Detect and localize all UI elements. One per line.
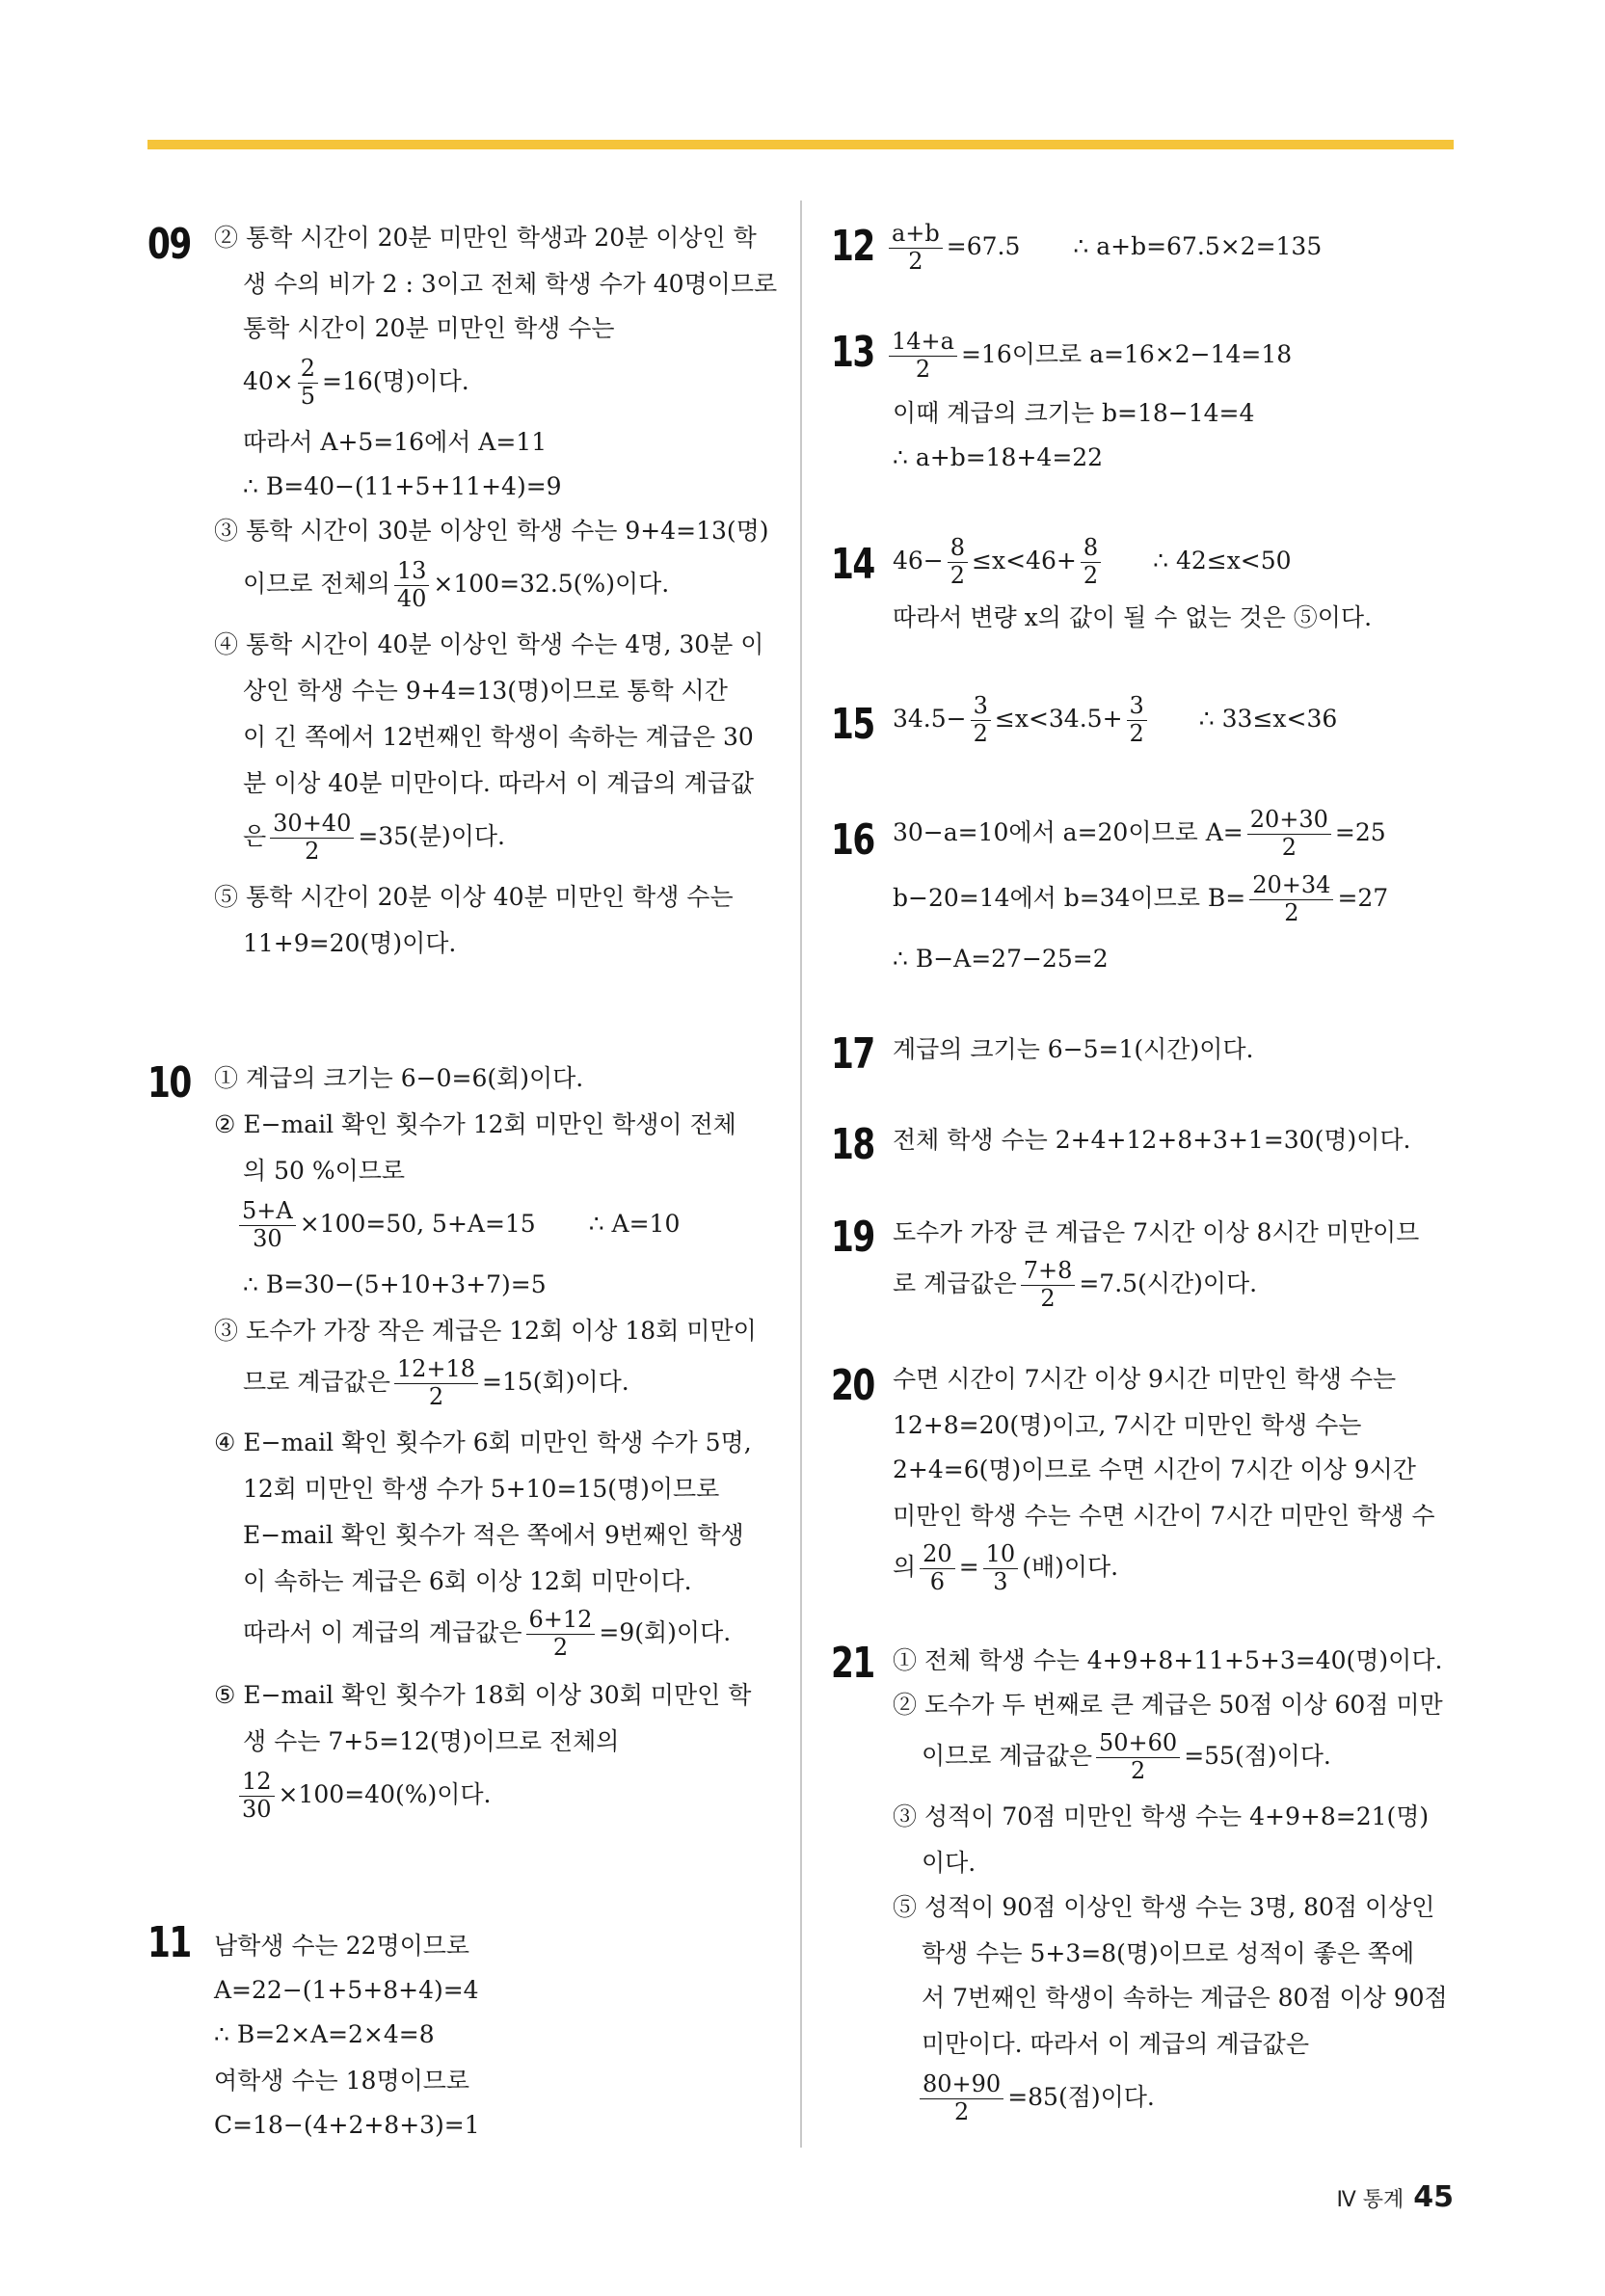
q20-text: (배)이다. <box>1022 1552 1119 1581</box>
q12-text: =67.5 <box>946 231 1021 260</box>
q10-text: 므로 계급값은 <box>243 1367 390 1396</box>
q20-line: 12+8=20(명)이고, 7시간 미만인 학생 수는 <box>893 1411 1362 1439</box>
q16-line: ∴ B−A=27−25=2 <box>893 945 1109 973</box>
q09-line: 생 수의 비가 2 : 3이고 전체 학생 수가 40명이므로 <box>243 270 778 298</box>
q12-text: ∴ a+b=67.5×2=135 <box>1073 231 1323 260</box>
q14-line: 따라서 변량 x의 값이 될 수 없는 것은 ⑤이다. <box>893 603 1373 631</box>
q09-line: ③ 통학 시간이 30분 이상인 학생 수는 9+4=13(명) <box>214 517 769 545</box>
denominator: 6 <box>929 1567 946 1595</box>
q21-line: ② 도수가 두 번째로 큰 계급은 50점 이상 60점 미만 <box>893 1691 1443 1719</box>
question-number-13: 13 <box>831 328 874 377</box>
q21-text: =55(점)이다. <box>1184 1741 1331 1770</box>
question-number-09: 09 <box>147 220 191 269</box>
q20-text: 의 <box>893 1552 917 1581</box>
q10-text: ×100=50, 5+A=15 <box>299 1209 536 1238</box>
q21-line: 서 7번째인 학생이 속하는 계급은 80점 이상 90점 <box>922 1984 1448 2012</box>
fraction <box>971 694 991 747</box>
numerator: 6+12 <box>526 1608 596 1635</box>
denominator: 2 <box>1284 898 1299 926</box>
column-divider <box>800 200 802 2148</box>
fraction <box>889 222 943 275</box>
question-number-10: 10 <box>147 1058 191 1108</box>
q21-text: 이므로 계급값은 <box>922 1741 1092 1770</box>
q20-line <box>893 1542 1118 1595</box>
fraction <box>394 1357 478 1410</box>
question-number-14: 14 <box>831 540 874 589</box>
q10-fraction-line <box>235 1199 680 1252</box>
q20-line: 미만인 학생 수는 수면 시간이 7시간 미만인 학생 수 <box>893 1502 1435 1530</box>
fraction <box>1096 1731 1180 1784</box>
q20-line: 수면 시간이 7시간 이상 9시간 미만인 학생 수는 <box>893 1365 1397 1393</box>
q21-line: ① 전체 학생 수는 4+9+8+11+5+3=40(명)이다. <box>893 1646 1443 1674</box>
numerator: 14+a <box>889 330 957 357</box>
q10-text: ∴ A=10 <box>588 1209 681 1238</box>
q11-line: 여학생 수는 18명이므로 <box>214 2067 470 2095</box>
q10-line: 12회 미만인 학생 수가 5+10=15(명)이므로 <box>243 1475 720 1503</box>
q09-text: =35(분)이다. <box>358 821 506 850</box>
q11-line: C=18−(4+2+8+3)=1 <box>214 2111 480 2139</box>
q10-line: 의 50 %이므로 <box>243 1157 406 1185</box>
q10-text: ×100=40(%)이다. <box>278 1779 492 1808</box>
q16-line <box>893 808 1386 861</box>
q10-line: ③ 도수가 가장 작은 계급은 12회 이상 18회 미만이 <box>214 1317 757 1345</box>
q19-line: 도수가 가장 큰 계급은 7시간 이상 8시간 미만이므 <box>893 1218 1420 1246</box>
denominator: 2 <box>552 1633 569 1661</box>
q16-line <box>893 873 1388 926</box>
q11-line: 남학생 수는 22명이므로 <box>214 1932 470 1960</box>
q13-line <box>885 330 1292 383</box>
q14-line <box>893 536 1292 589</box>
question-number-21: 21 <box>831 1639 874 1688</box>
q16-text: b−20=14에서 b=34이므로 B= <box>893 883 1246 912</box>
fraction <box>889 330 957 383</box>
fraction <box>920 1542 955 1595</box>
numerator: 10 <box>983 1542 1019 1569</box>
q19-line <box>893 1259 1257 1312</box>
q10-line: ⑤ E−mail 확인 횟수가 18회 이상 30회 미만인 학 <box>214 1681 752 1709</box>
q10-line: ① 계급의 크기는 6−0=6(회)이다. <box>214 1064 584 1092</box>
fraction <box>394 559 430 612</box>
fraction <box>239 1770 275 1823</box>
fraction <box>983 1542 1019 1595</box>
q12-line <box>885 222 1322 275</box>
fraction <box>948 536 968 589</box>
q10-line: 이 속하는 계급은 6회 이상 12회 미만이다. <box>243 1567 692 1595</box>
numerator: 30+40 <box>270 812 354 839</box>
fraction <box>239 1199 296 1252</box>
numerator: 20+30 <box>1247 808 1331 835</box>
q10-fraction-line <box>235 1770 491 1823</box>
q15-text: ∴ 33≤x<36 <box>1198 704 1338 733</box>
q19-text: 로 계급값은 <box>893 1268 1017 1297</box>
numerator: 50+60 <box>1096 1731 1180 1758</box>
question-number-11: 11 <box>147 1918 191 1967</box>
q21-line: 이다. <box>922 1849 976 1877</box>
numerator: 20 <box>920 1542 955 1569</box>
numerator: 80+90 <box>920 2072 1003 2099</box>
q13-text: =16이므로 a=16×2−14=18 <box>960 339 1293 368</box>
q09-line: 상인 학생 수는 9+4=13(명)이므로 통학 시간 <box>243 677 728 705</box>
q10-line: ④ E−mail 확인 횟수가 6회 미만인 학생 수가 5명, <box>214 1428 752 1456</box>
denominator: 2 <box>1281 833 1297 861</box>
question-number-19: 19 <box>831 1213 874 1262</box>
denominator: 2 <box>305 837 320 865</box>
fraction <box>1249 873 1333 926</box>
q15-line <box>893 694 1337 747</box>
numerator: 8 <box>1081 536 1101 563</box>
fraction <box>526 1608 596 1661</box>
q09-line: 따라서 A+5=16에서 A=11 <box>243 428 548 456</box>
q11-line: ∴ B=2×A=2×4=8 <box>214 2020 435 2048</box>
q09-fraction-line <box>243 357 469 410</box>
page-footer <box>1336 2180 1454 2214</box>
q18-line: 전체 학생 수는 2+4+12+8+3+1=30(명)이다. <box>893 1126 1411 1154</box>
header-accent-bar <box>147 140 1454 149</box>
page-number: 45 <box>1413 2180 1454 2214</box>
q14-text: ∴ 42≤x<50 <box>1153 546 1292 574</box>
q10-text: =15(회)이다. <box>482 1367 629 1396</box>
q17-line: 계급의 크기는 6−5=1(시간)이다. <box>893 1035 1254 1063</box>
q10-text: =9(회)이다. <box>599 1617 732 1646</box>
denominator: 2 <box>953 2097 970 2125</box>
q14-text: 46− <box>893 546 944 574</box>
denominator: 2 <box>915 355 931 383</box>
q21-text: =85(점)이다. <box>1007 2082 1155 2111</box>
denominator: 30 <box>253 1224 282 1252</box>
q10-line: ② E−mail 확인 횟수가 12회 미만인 학생이 전체 <box>214 1110 736 1138</box>
question-number-15: 15 <box>831 700 874 749</box>
numerator: 13 <box>394 559 430 586</box>
q21-line <box>916 2072 1155 2125</box>
q20-line: 2+4=6(명)이므로 수면 시간이 7시간 이상 9시간 <box>893 1455 1416 1483</box>
q16-text: 30−a=10에서 a=20이므로 A= <box>893 817 1244 846</box>
question-number-12: 12 <box>831 222 874 271</box>
q09-text: ×100=32.5(%)이다. <box>433 569 670 598</box>
denominator: 40 <box>396 584 427 612</box>
fraction <box>298 357 318 410</box>
q09-fraction-line <box>243 559 669 612</box>
q09-text: =16(명)이다. <box>322 366 469 395</box>
q09-line: ∴ B=40−(11+5+11+4)=9 <box>243 472 562 500</box>
question-number-16: 16 <box>831 815 874 865</box>
denominator: 3 <box>993 1567 1008 1595</box>
q21-line: ⑤ 성적이 90점 이상인 학생 수는 3명, 80점 이상인 <box>893 1893 1435 1921</box>
q10-text: 따라서 이 계급의 계급값은 <box>243 1617 522 1646</box>
numerator: 7+8 <box>1021 1259 1076 1286</box>
denominator: 2 <box>1040 1284 1056 1312</box>
q21-line: 미만이다. 따라서 이 계급의 계급값은 <box>922 2030 1309 2058</box>
denominator: 2 <box>973 719 988 747</box>
q16-text: =27 <box>1337 883 1389 912</box>
q09-text: 이므로 전체의 <box>243 569 390 598</box>
fraction <box>1247 808 1331 861</box>
numerator: 5+A <box>239 1199 296 1226</box>
fraction <box>1127 694 1147 747</box>
denominator: 2 <box>1129 719 1144 747</box>
q11-line: A=22−(1+5+8+4)=4 <box>214 1976 479 2004</box>
q09-text: 은 <box>243 821 267 850</box>
q15-text: ≤x<34.5+ <box>994 704 1123 733</box>
q15-text: 34.5− <box>893 704 967 733</box>
q09-text: 40× <box>243 366 294 395</box>
numerator: 3 <box>1127 694 1147 721</box>
q09-line: ② 통학 시간이 20분 미만인 학생과 20분 이상인 학 <box>214 224 757 252</box>
q09-fraction-line <box>243 812 505 865</box>
denominator: 2 <box>908 247 923 275</box>
q10-line: ∴ B=30−(5+10+3+7)=5 <box>243 1270 547 1298</box>
q21-line: 학생 수는 5+3=8(명)이므로 성적이 좋은 쪽에 <box>922 1939 1415 1967</box>
denominator: 2 <box>1130 1756 1146 1784</box>
denominator: 2 <box>1083 561 1099 589</box>
section-label: Ⅳ 통계 <box>1336 2188 1404 2212</box>
q14-text: ≤x<46+ <box>972 546 1077 574</box>
q13-line: ∴ a+b=18+4=22 <box>893 443 1104 471</box>
q09-line: ⑤ 통학 시간이 20분 이상 40분 미만인 학생 수는 <box>214 883 734 911</box>
numerator: 2 <box>298 357 318 384</box>
question-number-17: 17 <box>831 1029 874 1079</box>
q09-line: 이 긴 쪽에서 12번째인 학생이 속하는 계급은 30 <box>243 723 754 751</box>
numerator: 20+34 <box>1249 873 1333 900</box>
q20-text: = <box>958 1552 979 1581</box>
q21-line <box>922 1731 1331 1784</box>
q10-line: E−mail 확인 횟수가 적은 쪽에서 9번째인 학생 <box>243 1521 744 1549</box>
numerator: 8 <box>948 536 968 563</box>
fraction <box>920 2072 1003 2125</box>
numerator: a+b <box>889 222 943 249</box>
question-number-20: 20 <box>831 1361 874 1410</box>
denominator: 30 <box>242 1795 272 1823</box>
q21-line: ③ 성적이 70점 미만인 학생 수는 4+9+8=21(명) <box>893 1802 1430 1830</box>
q10-fraction-line <box>243 1357 629 1410</box>
q16-text: =25 <box>1334 817 1386 846</box>
question-number-18: 18 <box>831 1120 874 1169</box>
q09-line: 11+9=20(명)이다. <box>243 929 457 957</box>
denominator: 5 <box>300 382 316 410</box>
fraction <box>1081 536 1101 589</box>
denominator: 2 <box>428 1382 444 1410</box>
numerator: 3 <box>971 694 991 721</box>
numerator: 12 <box>239 1770 275 1797</box>
q09-line: 분 이상 40분 미만이다. 따라서 이 계급의 계급값 <box>243 769 755 797</box>
q09-line: 통학 시간이 20분 미만인 학생 수는 <box>243 314 615 342</box>
q09-line: ④ 통학 시간이 40분 이상인 학생 수는 4명, 30분 이 <box>214 630 764 658</box>
q10-line: 생 수는 7+5=12(명)이므로 전체의 <box>243 1727 620 1755</box>
fraction <box>270 812 354 865</box>
fraction <box>1021 1259 1076 1312</box>
q10-fraction-line <box>243 1608 731 1661</box>
q13-line: 이때 계급의 크기는 b=18−14=4 <box>893 399 1255 427</box>
denominator: 2 <box>950 561 966 589</box>
numerator: 12+18 <box>394 1357 478 1384</box>
q19-text: =7.5(시간)이다. <box>1079 1268 1258 1297</box>
